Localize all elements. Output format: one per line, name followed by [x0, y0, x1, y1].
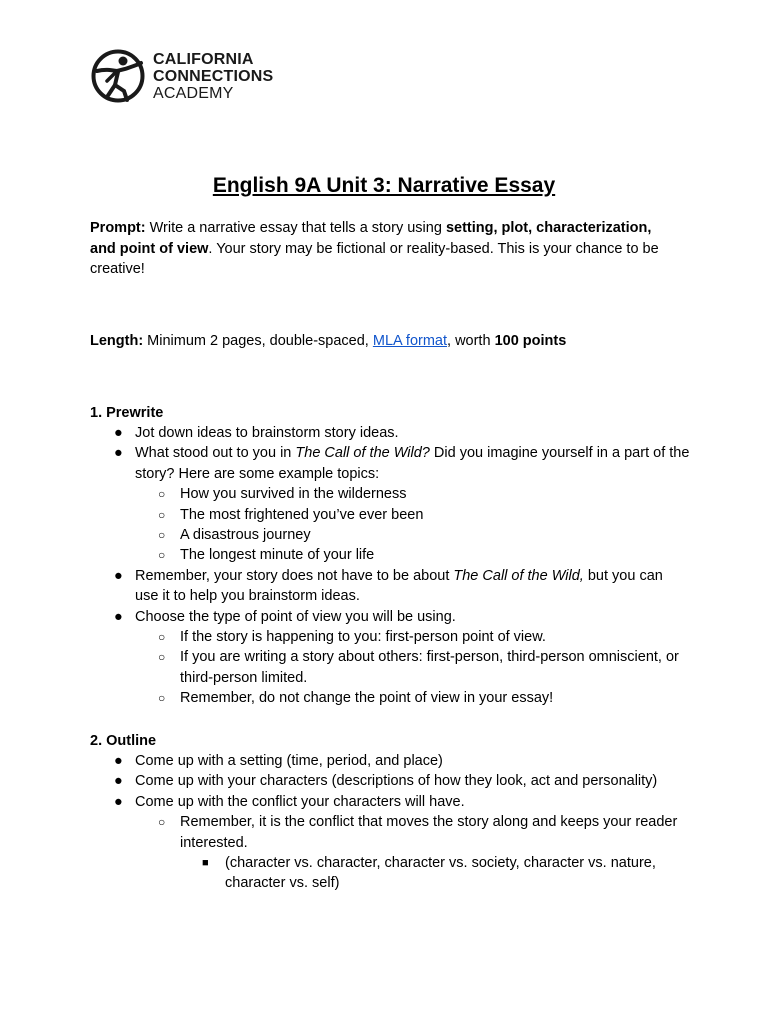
prompt-label: Prompt: [90, 220, 146, 236]
hollow-bullet-icon: ○ [158, 548, 166, 563]
hollow-bullet-icon: ○ [158, 528, 166, 543]
prompt-bold: setting, plot, characterization, and point of view [90, 220, 652, 257]
list-item [90, 566, 690, 607]
list-item-text: Choose the type of point of view you will be using. [135, 608, 456, 625]
section-heading-outline: 2. Outline [90, 733, 157, 749]
logo-line-3: ACADEMY [153, 84, 234, 102]
length-paragraph [90, 331, 680, 352]
bullet-icon: ● [114, 773, 123, 790]
length-label: Length: [90, 333, 144, 349]
page-title: English 9A Unit 3: Narrative Essay [212, 174, 556, 197]
hollow-bullet-icon: ○ [158, 815, 166, 830]
list-item [90, 792, 690, 812]
list-item-text: Remember, your story does not have to be about [135, 567, 454, 584]
outline-list [90, 751, 690, 894]
sub-list-item-text: Remember, do not change the point of view in your essay! [180, 690, 554, 707]
prompt-text-1: Write a narrative essay that tells a story using [145, 220, 446, 236]
logo-line-2: CONNECTIONS [153, 67, 274, 85]
hollow-bullet-icon: ○ [158, 487, 166, 502]
hollow-bullet-icon: ○ [158, 507, 166, 522]
sub-list-item [90, 627, 690, 647]
book-title: The Call of the Wild? [295, 445, 430, 462]
sub-list-item-text: A disastrous journey [180, 527, 311, 544]
prompt-text-2: . Your story may be fictional or reality-based. This is your chance to be creative! [90, 240, 659, 277]
list-item [90, 607, 690, 627]
sub-list-item-text: The most frightened you’ve ever been [180, 506, 424, 523]
mla-format-link[interactable]: MLA format [372, 333, 448, 349]
sub-list-item-text: If you are writing a story about others: first-person, third-person omniscient, or third-person limited. [180, 649, 679, 686]
sub-list-item [90, 545, 690, 565]
sub-list-item [90, 647, 690, 688]
bullet-icon: ● [114, 793, 123, 810]
list-item [90, 443, 690, 484]
circle-figure-icon [91, 45, 145, 107]
bullet-icon: ● [114, 753, 123, 769]
logo-line-1: CALIFORNIA [153, 50, 254, 68]
bullet-icon: ● [114, 425, 123, 441]
sub-list-item [90, 505, 690, 525]
section-heading-prewrite: 1. Prewrite [90, 405, 164, 421]
bullet-icon: ● [114, 608, 123, 625]
sub-list-item [90, 688, 690, 708]
list-item-text: Come up with a setting (time, period, and place) [135, 753, 443, 769]
list-item-text: Come up with the conflict your characters will have. [135, 793, 465, 810]
logo-wordmark [153, 51, 273, 102]
sub-list-item [90, 812, 690, 853]
sub-sub-list-item-text: (character vs. character, character vs. society, character vs. nature, character vs. self) [225, 855, 656, 892]
hollow-bullet-icon: ○ [158, 630, 166, 645]
sub-list-item-text: The longest minute of your life [180, 547, 375, 564]
bullet-icon: ● [114, 445, 123, 462]
list-item-text: but you can use it to help you brainstorm ideas. [135, 567, 663, 605]
sub-list-item [90, 484, 690, 504]
prompt-paragraph [90, 218, 680, 280]
length-points: 100 points [494, 333, 567, 349]
sub-list-item-text: If the story is happening to you: first-person point of view. [180, 629, 546, 646]
length-text-1: Minimum 2 pages, double-spaced, [143, 333, 373, 349]
book-title: The Call of the Wild, [453, 567, 584, 584]
list-item-text: Jot down ideas to brainstorm story ideas. [135, 425, 399, 441]
hollow-bullet-icon: ○ [158, 650, 166, 665]
list-item-text: Come up with your characters (descriptions of how they look, act and personality) [135, 773, 658, 790]
sub-list-item-text: Remember, it is the conflict that moves the story along and keeps your reader interested. [180, 814, 678, 851]
list-item [90, 423, 690, 443]
list-item [90, 751, 690, 771]
sub-list-item-text: How you survived in the wilderness [180, 486, 407, 503]
list-item-text: What stood out to you in [135, 445, 296, 462]
sub-sub-list-item [90, 853, 690, 894]
hollow-bullet-icon: ○ [158, 691, 166, 706]
school-logo [91, 45, 273, 107]
bullet-icon: ● [114, 567, 123, 584]
square-bullet-icon: ■ [202, 857, 209, 870]
list-item [90, 771, 690, 791]
list-item-text: Did you imagine yourself in a part of the story? Here are some example topics: [135, 445, 690, 482]
prewrite-list [90, 423, 690, 709]
length-text-2: , worth [447, 333, 495, 349]
sub-list-item [90, 525, 690, 545]
